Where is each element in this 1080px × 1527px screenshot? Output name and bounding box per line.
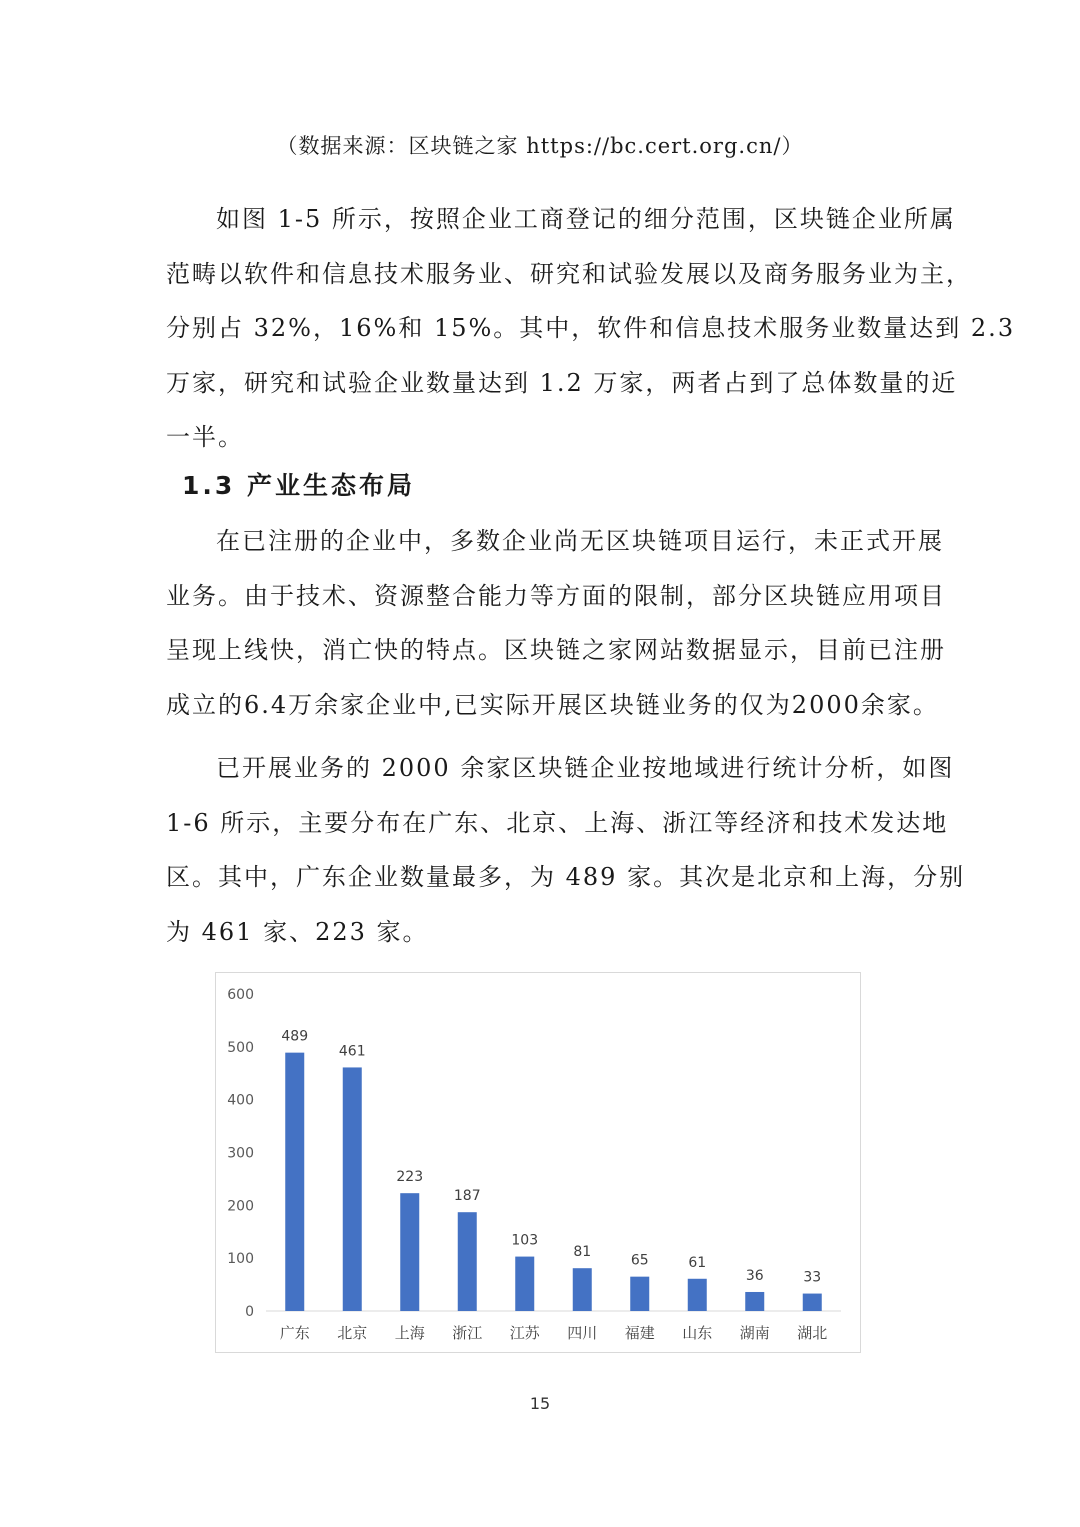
paragraph-figure-1-5 <box>166 192 1016 465</box>
paragraph-regional-distribution <box>166 741 966 959</box>
bar <box>285 1053 304 1311</box>
paragraph-line: 为 461 家、223 家。 <box>166 917 429 946</box>
y-tick-label: 400 <box>227 1092 254 1109</box>
data-label: 103 <box>511 1232 539 1249</box>
paragraph-line: 1-6 所示，主要分布在广东、北京、上海、浙江等经济和技术发达地 <box>166 808 949 837</box>
y-tick-label: 500 <box>227 1039 254 1056</box>
paragraph-line: 呈现上线快，消亡快的特点。区块链之家网站数据显示，目前已注册 <box>166 636 946 664</box>
data-label: 36 <box>745 1267 764 1284</box>
x-tick-label: 北京 <box>337 1324 368 1342</box>
x-tick-label: 浙江 <box>452 1324 483 1342</box>
data-source-note: （数据来源：区块链之家 https://bc.cert.org.cn/） <box>276 134 804 158</box>
x-tick-label: 江苏 <box>509 1324 540 1342</box>
paragraph-line: 万家，研究和试验企业数量达到 1.2 万家，两者占到了总体数量的近 <box>166 368 958 397</box>
y-tick-label: 200 <box>227 1198 254 1215</box>
y-tick-label: 300 <box>227 1145 254 1162</box>
bar <box>343 1067 362 1311</box>
bar <box>400 1193 419 1311</box>
data-label: 65 <box>630 1252 649 1269</box>
paragraph-line: 一半。 <box>166 423 244 451</box>
paragraph-line: 业务。由于技术、资源整合能力等方面的限制，部分区块链应用项目 <box>166 581 946 610</box>
data-label: 461 <box>338 1043 366 1060</box>
y-tick-label: 0 <box>245 1304 254 1320</box>
x-tick-label: 广东 <box>279 1324 310 1342</box>
section-heading: 1.3 产业生态布局 <box>182 471 415 500</box>
paragraph-line: 已开展业务的 2000 余家区块链企业按地域进行统计分析，如图 <box>216 754 955 782</box>
page-number: 15 <box>529 1394 551 1413</box>
bar <box>688 1279 707 1311</box>
x-tick-label: 福建 <box>624 1324 655 1342</box>
x-tick-label: 上海 <box>394 1324 425 1342</box>
paragraph-line: 在已注册的企业中，多数企业尚无区块链项目运行，未正式开展 <box>216 527 944 555</box>
bar-chart-regional <box>215 972 861 1353</box>
x-tick-label: 山东 <box>682 1324 713 1342</box>
x-tick-label: 湖北 <box>797 1324 828 1342</box>
data-label: 33 <box>803 1269 822 1286</box>
y-tick-label: 600 <box>227 987 254 1003</box>
data-label: 81 <box>573 1244 592 1261</box>
paragraph-registered-companies <box>166 514 946 732</box>
x-tick-label: 四川 <box>567 1324 598 1342</box>
data-label: 223 <box>396 1169 424 1186</box>
y-tick-label: 100 <box>227 1251 254 1268</box>
paragraph-line: 范畴以软件和信息技术服务业、研究和试验发展以及商务服务业为主， <box>166 259 972 288</box>
bar <box>573 1268 592 1311</box>
bar <box>803 1294 822 1311</box>
bar <box>458 1212 477 1311</box>
paragraph-line: 区。其中，广东企业数量最多，为 489 家。其次是北京和上海，分别 <box>166 863 966 891</box>
paragraph-line: 成立的6.4万余家企业中,已实际开展区块链业务的仅为2000余家。 <box>166 690 939 719</box>
bar <box>630 1277 649 1311</box>
bar <box>515 1257 534 1311</box>
data-label: 61 <box>688 1254 707 1271</box>
paragraph-line: 如图 1-5 所示，按照企业工商登记的细分范围，区块链企业所属 <box>216 205 956 233</box>
paragraph-line: 分别占 32%，16%和 15%。其中，软件和信息技术服务业数量达到 2.3 <box>166 314 1016 342</box>
x-tick-label: 湖南 <box>739 1324 770 1342</box>
data-label: 489 <box>281 1028 309 1045</box>
bar <box>745 1292 764 1311</box>
data-label: 187 <box>453 1188 481 1205</box>
chart-canvas <box>216 973 862 1354</box>
